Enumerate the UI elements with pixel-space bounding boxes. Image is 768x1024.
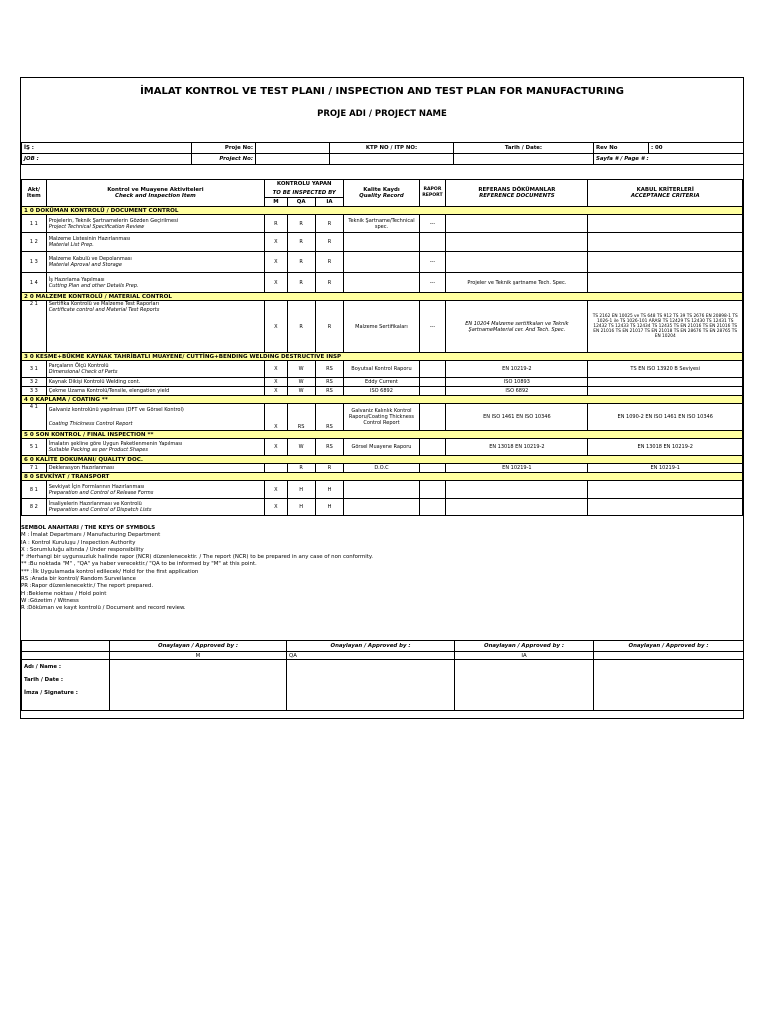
approved-by-ia-label: Onaylayan / Approved by :	[455, 641, 594, 652]
table-row: 1 4 İş Hazırlama Yapılması Cutting Plan and other Details Prep. X R R --- Projeler ve Teknik şartname Tech. Spec.	[22, 273, 743, 293]
date-label: Tarih / Date :	[24, 677, 64, 683]
key-line: RS :Arada bir kontrol/ Random Surveilance	[21, 576, 136, 583]
document-title: İMALAT KONTROL VE TEST PLANI / INSPECTION AND TEST PLAN FOR MANUFACTURING	[140, 86, 624, 97]
table-row: 5 1 İmalatın şekline göre Uygun Paketlenmenin Yapılması Suitable Packing as per Product Shapes X W RS Görsel Muayene Raporu EN 13018 EN 10219-2 EN 13018 EN 10219-2	[22, 439, 743, 456]
signature-box-extra[interactable]	[594, 660, 744, 711]
project-no-label: Project No:	[192, 154, 256, 165]
job-label: JOB :	[22, 154, 192, 165]
table-row: 1 3 Malzeme Kabulü ve Depolanması Material Aproval and Storage X R R ---	[22, 252, 743, 273]
key-line: R :Döküman ve kayıt kontrolü / Document and record review.	[21, 605, 186, 612]
col-m: M	[265, 198, 288, 207]
col-referans: REFERANS DÖKÜMANLAR REFERENCE DOCUMENTS	[446, 180, 588, 207]
signature-labels	[22, 660, 110, 711]
project-no-value[interactable]	[256, 154, 330, 165]
col-qa: QA	[287, 198, 315, 207]
approved-by-m-label: Onaylayan / Approved by :	[110, 641, 287, 652]
approval-table	[21, 640, 744, 711]
sayfa-label: Sayfa # / Page # :	[594, 154, 744, 165]
signature-label: İmza / Signature :	[24, 690, 78, 696]
table-row: 1 1 Projelerin, Teknik Şartnamelerin Gözden Geçirilmesi Project Technical Specification Review R R R Teknik Şartname/Technical spec. ---	[22, 215, 743, 233]
section-document-control: 1 0 DOKÜMAN KONTROLÜ / DOCUMENT CONTROL	[22, 207, 743, 215]
ktp-no-value[interactable]	[330, 154, 454, 165]
col-kabul: KABUL KRİTERLERİ ACCEPTANCE CRITERIA	[588, 180, 743, 207]
section-quality-doc: 6 0 KALİTE DOKUMANI/ QUALITY DOC.	[22, 456, 743, 464]
table-row: 2 1 Sertifika Kontrolü ve Malzeme Test Raporları Certificate control and Material Test Reports X R R Malzeme Sertifikaları --- EN 10204 Malzeme sertifikaları ve Teknik ŞartnameMaterial cer. And Tech. Spec. TS 2162 EN 10025 ve TS 648 TS 912 TS 39 TS 2676 EN 20898-1 TS 1026-1 ile TS 1026-101 ARASI TS 12429 TS 12430 TS 12431 TS 12432 TS 12433 TS 12434 TS 12435 TS EN 21016 TS EN 21016 TS EN 21016 TS EN 21017 TS EN 21018 TS EN 28676 TS EN 28765 TS EN 10204	[22, 301, 743, 353]
table-row: 3 2 Kaynak Dikişi Kontrolü Welding cont. X W RS Eddy Current ISO 10893	[22, 378, 743, 387]
name-label: Adı / Name :	[24, 664, 62, 670]
col-kalite: Kalite Kaydı Quality Record	[344, 180, 419, 207]
approved-by-extra-label: Onaylayan / Approved by :	[594, 641, 744, 652]
tarih-value[interactable]	[454, 154, 594, 165]
table-row: 8 2 İrsaliyelerin Hazırlanması ve Kontrolü Preparation and Control of Dispatch Lists X H H	[22, 499, 743, 516]
approver-qa: QA	[287, 652, 455, 660]
section-material-control: 2 0 MALZEME KONTROLÜ / MATERIAL CONTROL	[22, 293, 743, 301]
key-line: PR :Rapor düzenlenecektir./ The report prepared.	[21, 583, 154, 590]
section-coating: 4 0 KAPLAMA / COATING **	[22, 396, 743, 404]
rev-no-value: : 00	[649, 143, 744, 154]
table-row: 8 1 Sevkiyat İçin Formlarının Hazırlanması Preparation and Control of Release Forms X H H	[22, 481, 743, 499]
is-label: İŞ :	[22, 143, 192, 154]
key-line: W :Gözetim / Witness	[21, 597, 79, 604]
key-line: *** :İlk Uygulamada kontrol edilecek/ Hold for the first application	[21, 568, 199, 575]
signature-box-m[interactable]	[110, 660, 287, 711]
col-activity: Kontrol ve Muayene Aktiviteleri Check and Inspection Item	[46, 180, 264, 207]
keys-title: SEMBOL ANAHTARI / THE KEYS OF SYMBOLS	[21, 525, 156, 531]
key-line: IA : Kontrol Kuruluşu / Inspection Authority	[21, 539, 136, 546]
rev-no-label: Rev No	[594, 143, 649, 154]
col-ia: IA	[315, 198, 344, 207]
key-line: H :Bekleme noktası / Hold point	[21, 590, 107, 597]
approver-m: M	[110, 652, 287, 660]
inspection-table	[21, 179, 743, 516]
table-row: 7 1 Deklerasyon Hazırlanması R R D.O.C EN 10219-1 EN 10219-1	[22, 464, 743, 473]
signature-box-qa[interactable]	[287, 660, 455, 711]
proje-no-label: Proje No:	[192, 143, 256, 154]
key-line: M : İmalat Departmanı / Manufacturing Department	[21, 532, 161, 539]
key-line: ** :Bu noktada "M" , "QA" ya haber verecektir./ "QA to be informed by "M" at this point.	[21, 561, 257, 568]
header-info-table	[21, 142, 744, 165]
col-akt: Akt/ Item	[22, 180, 47, 207]
col-kontrolu-yapan: KONTROLU YAPAN TO BE INSPECTED BY	[265, 180, 344, 198]
table-row: 3 3 Çekme Uzama Kontrolü/Tensile, elengation yield X W RS ISO 6892 ISO 6892	[22, 387, 743, 396]
key-line: X : Sorumluluğu altında / Under responsibility	[21, 546, 144, 553]
col-rapor: RAPOR REPORT	[419, 180, 446, 207]
approved-by-qa-label: Onaylayan / Approved by :	[287, 641, 455, 652]
project-name-title: PROJE ADI / PROJECT NAME	[317, 109, 447, 119]
key-line: * :Herhangi bir uygunsuzluk halinde rapor (NCR) düzenlenecektir. / The report (NCR) to be prepared in any case of non conformity.	[21, 554, 374, 561]
ktp-no-label: KTP NO / ITP NO:	[330, 143, 454, 154]
table-row: 4 1 Galvaniz kontrolünü yapılması (DFT ve Görsel Kontrol) Coating Thickness Control Report X RS RS Galvaniz Kalınlık Kontrol Raporu/Coating Thickness Control Report EN ISO 1461 EN ISO 10346 EN 1090-2 EN ISO 1461 EN ISO 10346	[22, 404, 743, 431]
proje-no-value[interactable]	[256, 143, 330, 154]
section-transport: 8 0 SEVKİYAT / TRANSPORT	[22, 473, 743, 481]
section-final-inspection: 5 0 SON KONTROL / FINAL INSPECTION **	[22, 431, 743, 439]
table-row: 3 1 Parçaların Ölçü Kontrolü Dimensional Check of Parts X W RS Boyutsal Kontrol Raporu EN 10219-2 TS EN ISO 13920 B Seviyesi	[22, 361, 743, 378]
approver-ia: IA	[455, 652, 594, 660]
section-cutting-bending: 3 0 KESME+BÜKME KAYNAK TAHRİBATLI MUAYENE/ CUTTİNG+BENDING WELDING DESTRUCTIVE INSP	[22, 353, 743, 361]
signature-box-ia[interactable]	[455, 660, 594, 711]
itp-sheet	[20, 77, 744, 719]
tarih-label: Tarih / Date:	[454, 143, 594, 154]
symbol-keys	[21, 525, 743, 613]
table-row: 1 2 Malzeme Listesinin Hazırlanması Material List Prep. X R R	[22, 233, 743, 252]
